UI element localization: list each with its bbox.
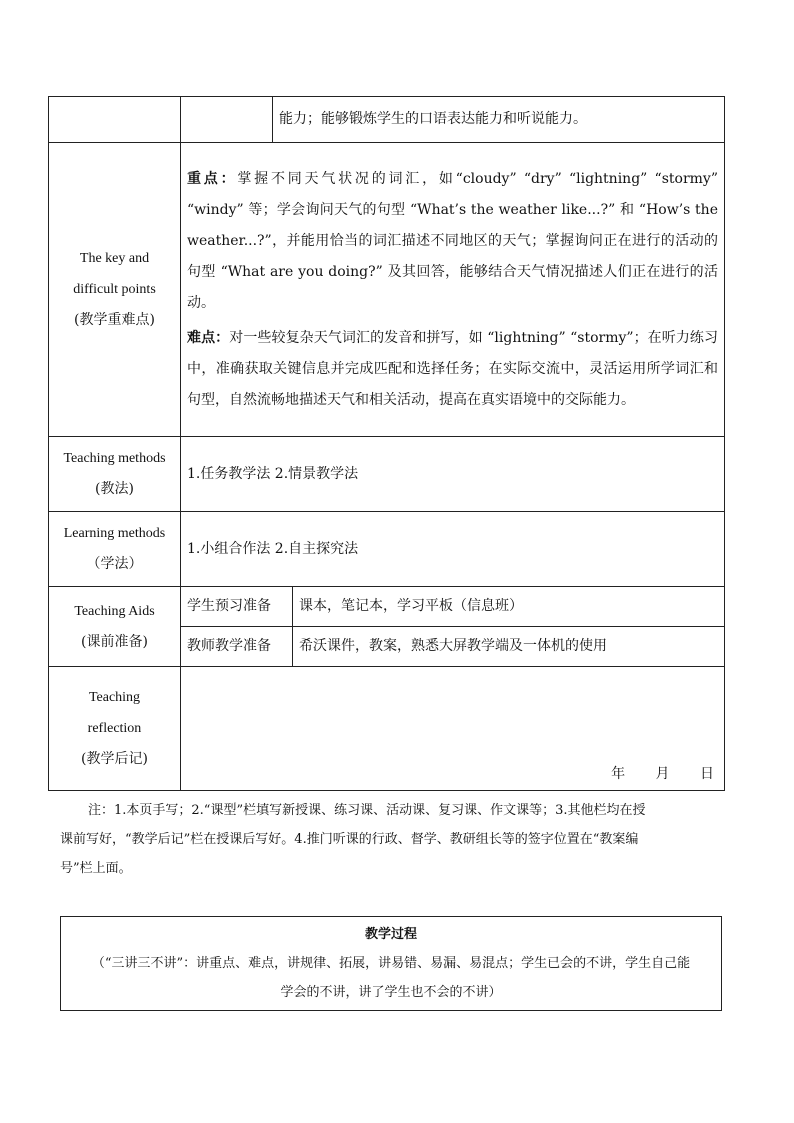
footnote-line-2: 课前写好，“教学后记”栏在授课后写好。4.推门听课的行政、督学、教研组长等的签字位置在“教案编 [60,832,639,847]
student-prep-label: 学生预习准备 [181,587,293,627]
key-points-content [181,143,725,437]
reflection-row [49,667,725,791]
learning-methods-label [49,512,181,587]
focus-paragraph [187,164,718,319]
teaching-process-subtitle-line-1: （“三讲三不讲”：讲重点、难点，讲规律、拓展，讲易错、易漏、易混点；学生已会的不讲，学生自己能 [91,956,691,971]
reflection-date [187,764,718,784]
footnote [60,796,700,883]
continuation-row [49,97,725,143]
difficulty-paragraph [187,323,718,416]
teacher-prep-value: 希沃课件，教案，熟悉大屏教学端及一体机的使用 [293,627,725,667]
key-points-label-zh: (教学重难点) [74,312,155,328]
footnote-line-3: 号”栏上面。 [60,861,132,876]
reflection-label [49,667,181,791]
teaching-process-subtitle [61,949,721,1007]
learning-methods-label-zh: （学法） [86,556,143,572]
teaching-aids-label-zh: (课前准备) [81,633,148,650]
difficulty-title: 难点： [187,329,230,346]
learning-methods-label-en: Learning methods [63,526,166,541]
date-day: 日 [700,766,714,782]
teaching-process-subtitle-line-2: 学会的不讲，讲了学生也不会的不讲） [280,985,502,1000]
teaching-methods-value: 1.任务教学法 2.情景教学法 [181,437,725,512]
teaching-methods-label-zh: (教法) [95,481,134,497]
date-month: 月 [655,766,670,782]
teaching-aids-label [49,587,181,667]
reflection-label-en-1: Teaching [88,690,141,705]
focus-text: 掌握不同天气状况的词汇，如“cloudy” “dry” “lightning” “stormy” “windy” 等；学会询问天气的句型 “What’s the weather like...?” 和 “How’s the weather...?”，并能用恰当的词汇描述不同地区的天气；掌握询问正在进行的活动的句型 “What are you doing?” 及其回答，能够结合天气情况描述人们正在进行的活动。 [187,170,718,311]
learning-methods-row [49,512,725,587]
teaching-process-title: 教学过程 [364,927,417,942]
key-points-label-en-1: The key and [79,251,150,266]
teaching-methods-label [49,437,181,512]
reflection-label-zh: (教学后记) [81,751,148,767]
teaching-aids-label-en: Teaching Aids [74,603,155,619]
continuation-label-cell [49,97,181,143]
lesson-plan-table [48,96,725,791]
key-points-row [49,143,725,437]
student-prep-value: 课本，笔记本，学习平板（信息班） [293,587,725,627]
learning-methods-value: 1.小组合作法 2.自主探究法 [181,512,725,587]
date-year: 年 [611,766,626,782]
footnote-line-1: 注：1.本页手写；2.“课型”栏填写新授课、练习课、活动课、复习课、作文课等；3.其他栏均在授 [88,803,646,818]
teaching-methods-row [49,437,725,512]
reflection-content [181,667,725,791]
focus-title: 重点： [187,170,238,187]
continuation-mid-cell [181,97,273,143]
teaching-process-box [60,916,722,1011]
continuation-text: 能力；能够锻炼学生的口语表达能力和听说能力。 [273,97,725,143]
key-points-label [49,143,181,437]
student-prep-row [49,587,725,627]
teacher-prep-label: 教师教学准备 [181,627,293,667]
reflection-label-en-2: reflection [87,721,142,736]
key-points-label-en-2: difficult points [73,282,156,297]
teaching-methods-label-en: Teaching methods [63,451,166,466]
difficulty-text: 对一些较复杂天气词汇的发音和拼写，如 “lightning” “stormy”；在听力练习中，准确获取关键信息并完成匹配和选择任务；在实际交流中，灵活运用所学词汇和句型，自然流畅地描述天气和相关活动，提高在真实语境中的交际能力。 [187,329,718,408]
